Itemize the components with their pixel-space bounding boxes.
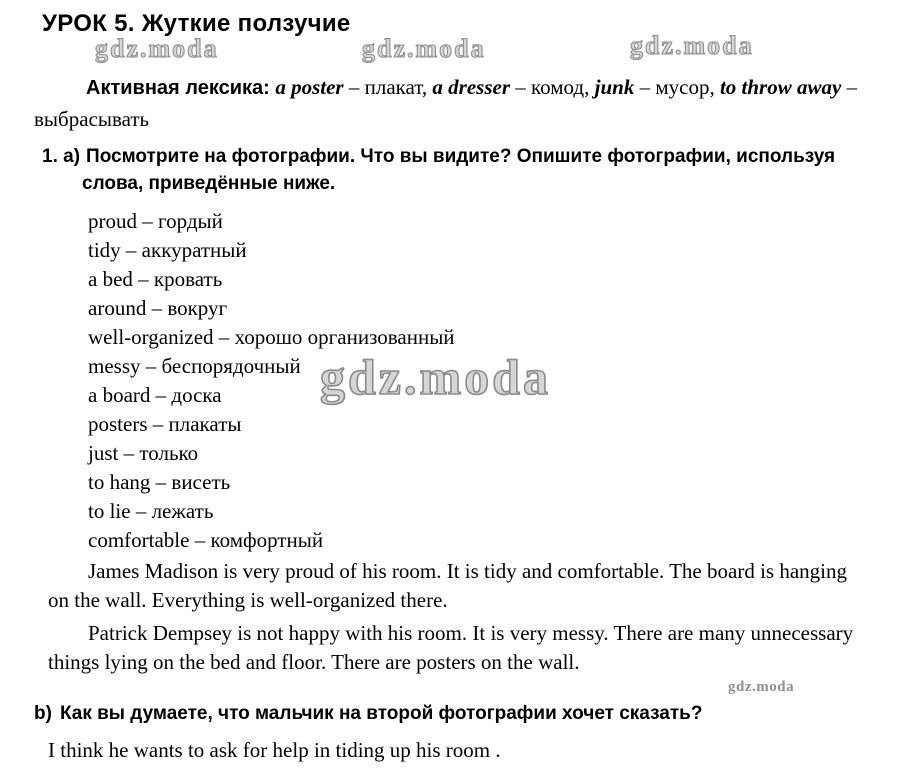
watermark-top-center: gdz.moda bbox=[362, 34, 486, 63]
vocab-en: comfortable bbox=[88, 528, 190, 552]
vocab-en: to hang bbox=[88, 470, 151, 494]
lexis-translation: – плакат, bbox=[343, 75, 433, 99]
vocab-ru: хорошо организованный bbox=[234, 325, 455, 349]
vocab-dash: – bbox=[146, 296, 168, 320]
task-b-answer: I think he wants to ask for help in tiding up his room . bbox=[48, 738, 501, 762]
vocab-dash: – bbox=[120, 238, 142, 262]
vocab-item bbox=[88, 410, 900, 439]
vocab-dash: – bbox=[130, 499, 152, 523]
task-1a-number: 1. a) bbox=[42, 146, 81, 167]
vocab-dash: – bbox=[140, 354, 162, 378]
vocab-ru: лежать bbox=[151, 499, 214, 523]
watermark-top-left: gdz.moda bbox=[95, 34, 219, 63]
vocab-en: proud bbox=[88, 209, 137, 233]
vocab-item bbox=[88, 236, 900, 265]
vocab-en: well-organized bbox=[88, 325, 214, 349]
vocab-ru: только bbox=[139, 441, 199, 465]
vocab-ru: доска bbox=[171, 383, 222, 407]
vocab-item bbox=[88, 265, 900, 294]
vocab-item bbox=[88, 207, 900, 236]
vocab-en: around bbox=[88, 296, 147, 320]
vocab-dash: – bbox=[118, 441, 140, 465]
vocab-ru: аккуратный bbox=[141, 238, 247, 262]
paragraph-james: James Madison is very proud of his room. It is tidy and comfortable. The board is hanging on the wall. Everything is well-organized there. bbox=[48, 559, 847, 612]
vocab-dash: – bbox=[150, 383, 172, 407]
lexis-term: to throw away bbox=[719, 75, 842, 99]
lexis-term: a poster bbox=[275, 75, 344, 99]
watermark-center: gdz.moda bbox=[320, 349, 551, 405]
vocab-en: posters bbox=[88, 412, 148, 436]
vocab-dash: – bbox=[137, 209, 158, 233]
lexis-term: a dresser bbox=[432, 75, 511, 99]
vocab-ru: комфортный bbox=[210, 528, 324, 552]
lexis-label: Активная лексика: bbox=[86, 77, 276, 99]
task-1a-text: Посмотрите на фотографии. Что вы видите? Опишите фотографии, используя слова, приведённые ниже. bbox=[82, 146, 836, 194]
vocab-dash: – bbox=[213, 325, 235, 349]
vocab-en: to lie bbox=[88, 499, 131, 523]
active-lexis-paragraph bbox=[34, 72, 864, 135]
vocab-dash: – bbox=[147, 412, 169, 436]
task-b-heading bbox=[34, 701, 740, 727]
vocab-item bbox=[88, 468, 900, 497]
vocab-en: messy bbox=[88, 354, 141, 378]
vocab-en: tidy bbox=[88, 238, 121, 262]
vocab-dash: – bbox=[132, 267, 154, 291]
vocab-item bbox=[88, 497, 900, 526]
task-1a-heading bbox=[42, 143, 860, 197]
vocab-ru: плакаты bbox=[168, 412, 242, 436]
vocab-item bbox=[88, 294, 900, 323]
lexis-translation: – комод, bbox=[510, 75, 595, 99]
paragraph-patrick: Patrick Dempsey is not happy with his room. It is very messy. There are many unnecessary things lying on the bed and floor. There are posters on the wall. bbox=[48, 621, 854, 674]
watermark-top-right: gdz.moda bbox=[630, 31, 754, 60]
vocab-ru: кровать bbox=[153, 267, 223, 291]
vocab-dash: – bbox=[150, 470, 172, 494]
vocab-item bbox=[88, 526, 900, 555]
task-b-number: b) bbox=[34, 703, 52, 724]
vocab-item bbox=[88, 439, 900, 468]
lexis-translation: – выбрасывать bbox=[34, 75, 858, 131]
watermark-bottom: gdz.moda bbox=[728, 679, 795, 695]
vocab-ru: висеть bbox=[171, 470, 231, 494]
vocab-ru: гордый bbox=[158, 209, 223, 233]
vocab-ru: беспорядочный bbox=[161, 354, 301, 378]
lexis-translation: – мусор, bbox=[634, 75, 720, 99]
lexis-term: junk bbox=[594, 75, 635, 99]
task-b-text: Как вы думаете, что мальчик на второй фотографии хочет сказать? bbox=[59, 703, 703, 724]
vocab-en: a bed bbox=[88, 267, 133, 291]
vocab-ru: вокруг bbox=[167, 296, 228, 320]
vocab-dash: – bbox=[189, 528, 211, 552]
vocab-en: just bbox=[88, 441, 119, 465]
page-title: УРОК 5. Жуткие ползучие bbox=[42, 10, 351, 37]
vocab-en: a board bbox=[88, 383, 151, 407]
